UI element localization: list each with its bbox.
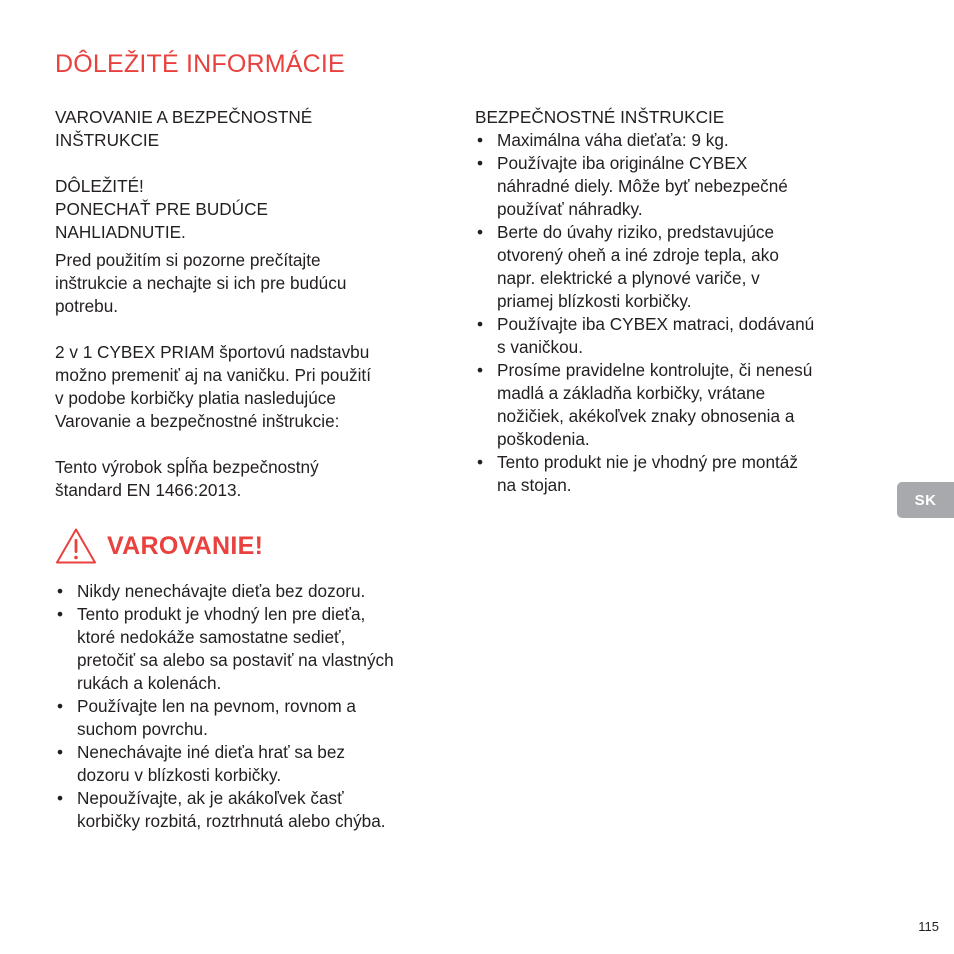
language-tab: SK xyxy=(897,482,954,518)
section-heading-safety: BEZPEČNOSTNÉ INŠTRUKCIE xyxy=(475,107,725,127)
list-item: • Nenechávajte iné dieťa hrať sa bez dozoru v blízkosti korbičky. xyxy=(55,741,455,787)
list-item: • Berte do úvahy riziko, predstavujúce otvorený oheň a iné zdroje tepla, ako napr. elektrické a plynové variče, v priamej blízkosti korbičky. xyxy=(475,221,875,313)
section-heading-warnings: VAROVANIE A BEZPEČNOSTNÉ INŠTRUKCIE xyxy=(55,107,313,150)
list-item: • Používajte iba CYBEX matraci, dodávanú s vaničkou. xyxy=(475,313,875,359)
list-item: • Používajte iba originálne CYBEX náhradné diely. Môže byť nebezpečné používať náhradky. xyxy=(475,152,875,221)
list-item: • Používajte len na pevnom, rovnom a suchom povrchu. xyxy=(55,695,455,741)
list-item: • Maximálna váha dieťaťa: 9 kg. xyxy=(475,129,875,152)
warning-header xyxy=(55,526,455,566)
page-number: 115 xyxy=(918,919,939,934)
list-item: • Nikdy nenechávajte dieťa bez dozoru. xyxy=(55,580,455,603)
right-column xyxy=(475,106,875,497)
list-item: • Tento produkt nie je vhodný pre montáž na stojan. xyxy=(475,451,875,497)
standard-note: Tento výrobok spĺňa bezpečnostný štandard EN 1466:2013. xyxy=(55,457,319,500)
warning-triangle-icon xyxy=(55,527,97,565)
list-item: • Prosíme pravidelne kontrolujte, či nenesú madlá a základňa korbičky, vrátane nožičiek, akékoľvek znaky obnosenia a poškodenia. xyxy=(475,359,875,451)
list-item: • Tento produkt je vhodný len pre dieťa, ktoré nedokáže samostatne sedieť, pretočiť sa alebo sa postaviť na vlastných rukách a kolenách. xyxy=(55,603,455,695)
important-notice: DÔLEŽITÉ! PONECHAŤ PRE BUDÚCE NAHLIADNUTIE. xyxy=(55,176,268,242)
conversion-note: 2 v 1 CYBEX PRIAM športovú nadstavbu možno premeniť aj na vaničku. Pri použití v podobe korbičky platia nasledujúce Varovanie a bezpečnostné inštrukcie: xyxy=(55,342,371,431)
warning-list xyxy=(55,580,455,833)
list-item: • Nepoužívajte, ak je akákoľvek časť korbičky rozbitá, roztrhnutá alebo chýba. xyxy=(55,787,455,833)
warning-title: VAROVANIE! xyxy=(107,531,264,560)
page-title: DÔLEŽITÉ INFORMÁCIE xyxy=(55,50,345,78)
left-column xyxy=(55,106,455,833)
safety-list xyxy=(475,129,875,497)
intro-paragraph: Pred použitím si pozorne prečítajte inštrukcie a nechajte si ich pre budúcu potrebu. xyxy=(55,250,347,316)
